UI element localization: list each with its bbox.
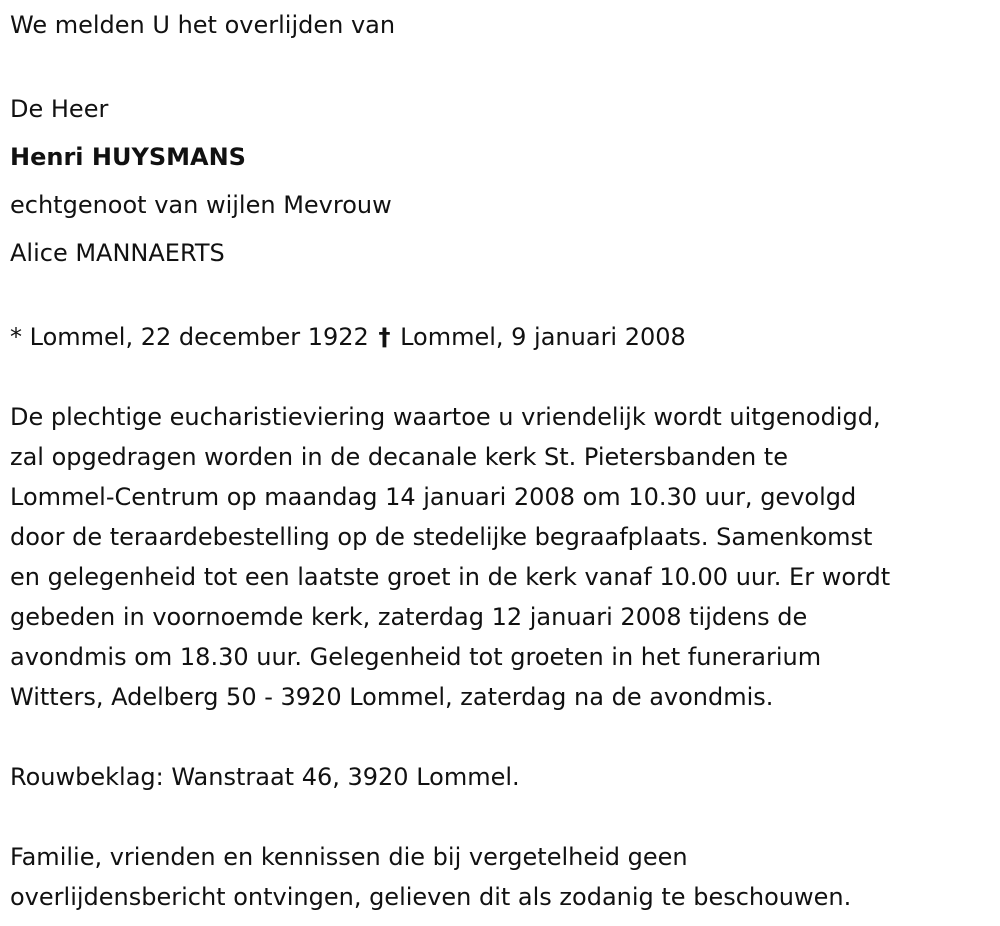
spacer [10,717,994,757]
dates-line [10,317,994,357]
relation-line-1: echtgenoot van wijlen Mevrouw [10,191,392,219]
ceremony-line: De plechtige eucharistieviering waartoe u vriendelijk wordt uitgenodigd, [10,403,881,431]
ceremony-line: avondmis om 18.30 uur. Gelegenheid tot groeten in het funerarium [10,643,822,671]
closing-line: Familie, vrienden en kennissen die bij vergetelheid geen [10,843,688,871]
closing-line: overlijdensbericht ontvingen, gelieven dit als zodanig te beschouwen. [10,883,852,911]
ceremony-line: Lommel-Centrum op maandag 14 januari 2008 om 10.30 uur, gevolgd [10,483,857,511]
ceremony-paragraph [10,397,994,717]
condolences-address: Rouwbeklag: Wanstraat 46, 3920 Lommel. [10,763,520,791]
ceremony-line: Witters, Adelberg 50 - 3920 Lommel, zaterdag na de avondmis. [10,683,774,711]
ceremony-line: en gelegenheid tot een laatste groet in de kerk vanaf 10.00 uur. Er wordt [10,563,891,591]
death-info: Lommel, 9 januari 2008 [400,323,686,351]
birth-info: * Lommel, 22 december 1922 [10,323,369,351]
ceremony-line: gebeden in voornoemde kerk, zaterdag 12 januari 2008 tijdens de [10,603,808,631]
intro-text: We melden U het overlijden van [10,11,396,39]
death-notice [10,0,994,917]
ceremony-line: zal opgedragen worden in de decanale kerk St. Pietersbanden te [10,443,788,471]
honorific: De Heer [10,95,109,123]
relation-line-2: Alice MANNAERTS [10,239,225,267]
spacer [10,797,994,837]
deceased-block [10,85,994,277]
spacer [10,357,994,397]
cross-icon: † [378,323,391,351]
closing-paragraph [10,837,994,917]
ceremony-line: door de teraardebestelling op de stedelijke begraafplaats. Samenkomst [10,523,873,551]
deceased-name: Henri HUYSMANS [10,143,246,171]
spacer [10,45,994,85]
spacer [10,277,994,317]
